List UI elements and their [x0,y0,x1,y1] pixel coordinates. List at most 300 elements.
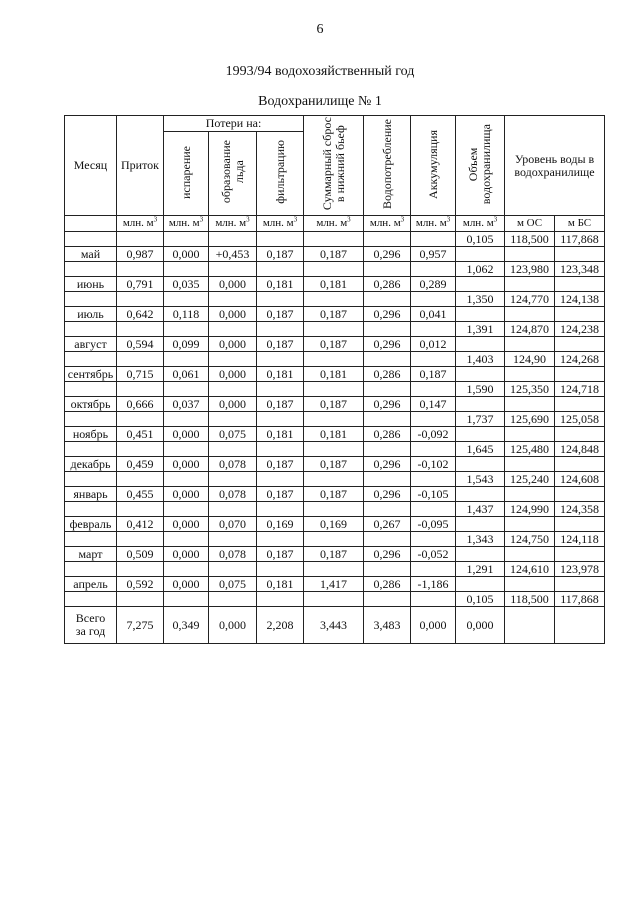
evaporation-cell: 0,061 [164,367,209,382]
empty-cell [411,472,456,487]
empty-cell [364,592,411,607]
level-os-cell: 124,770 [505,292,555,307]
level-bs-cell: 124,118 [555,532,605,547]
header-ice-formation: образование льда [209,132,257,216]
water-use-cell: 0,296 [364,397,411,412]
water-use-cell: 0,296 [364,487,411,502]
accumulation-cell: 0,957 [411,247,456,262]
filtration-cell: 0,187 [257,397,304,412]
empty-cell [555,307,605,322]
empty-cell [304,352,364,367]
empty-cell [555,517,605,532]
empty-cell [505,457,555,472]
unit-blank [65,216,117,232]
discharge-cell: 0,187 [304,307,364,322]
accumulation-cell: 0,147 [411,397,456,412]
evaporation-cell: 0,000 [164,517,209,532]
empty-cell [364,412,411,427]
month-cell: январь [65,487,117,502]
empty-cell [65,352,117,367]
empty-cell [117,322,164,337]
accumulation-cell: -1,186 [411,577,456,592]
month-row [65,577,605,592]
empty-cell [364,562,411,577]
empty-cell [411,232,456,247]
filtration-cell: 0,181 [257,427,304,442]
volume-row [65,232,605,247]
water-use-cell: 0,296 [364,247,411,262]
empty-cell [117,262,164,277]
empty-cell [257,232,304,247]
level-bs-cell: 125,058 [555,412,605,427]
document-subtitle: Водохранилище № 1 [258,94,382,109]
filtration-cell: 0,187 [257,457,304,472]
empty-cell [411,262,456,277]
empty-cell [304,592,364,607]
empty-cell [411,502,456,517]
inflow-cell: 0,987 [117,247,164,262]
filtration-cell: 0,187 [257,337,304,352]
unit-mln-m3: млн. $м^3$ [411,216,456,232]
total-filtration-cell: 2,208 [257,607,304,644]
discharge-cell: 0,187 [304,397,364,412]
empty-cell [304,532,364,547]
unit-mln-m3: млн. $м^3$ [164,216,209,232]
accumulation-cell: -0,092 [411,427,456,442]
month-row [65,427,605,442]
unit-m-bs: м БС [555,216,605,232]
empty-cell [164,322,209,337]
total-ice-cell: 0,000 [209,607,257,644]
page-number: 6 [316,22,324,37]
empty-cell [209,232,257,247]
total-label: Всего за год [65,607,117,644]
level-os-cell: 118,500 [505,232,555,247]
document-title: 1993/94 водохозяйственный год [225,64,415,79]
volume-row [65,412,605,427]
empty-cell [411,292,456,307]
empty-cell [164,502,209,517]
empty-cell [257,322,304,337]
empty-cell [117,532,164,547]
volume-row [65,442,605,457]
accumulation-cell: -0,052 [411,547,456,562]
empty-cell [555,367,605,382]
empty-cell [257,532,304,547]
filtration-cell: 0,169 [257,517,304,532]
month-row [65,397,605,412]
empty-cell [555,427,605,442]
header-accumulation: Аккумуляция [411,116,456,216]
ice-cell: 0,078 [209,457,257,472]
empty-cell [411,382,456,397]
empty-cell [117,472,164,487]
filtration-cell: 0,187 [257,307,304,322]
unit-mln-m3: млн. $м^3$ [456,216,505,232]
ice-cell: +0,453 [209,247,257,262]
header-month: Месяц [65,116,117,216]
level-os-cell: 125,690 [505,412,555,427]
filtration-cell: 0,187 [257,547,304,562]
level-os-cell: 124,870 [505,322,555,337]
empty-cell [117,382,164,397]
accumulation-cell: 0,289 [411,277,456,292]
empty-cell [505,247,555,262]
empty-cell [555,487,605,502]
empty-cell [505,607,555,644]
empty-cell [364,232,411,247]
discharge-cell: 0,169 [304,517,364,532]
empty-cell [65,262,117,277]
level-bs-cell: 124,138 [555,292,605,307]
empty-cell [505,277,555,292]
ice-cell: 0,078 [209,487,257,502]
inflow-cell: 0,455 [117,487,164,502]
evaporation-cell: 0,099 [164,337,209,352]
volume-row [65,502,605,517]
empty-cell [555,337,605,352]
volume-cell: 1,291 [456,562,505,577]
empty-cell [164,532,209,547]
empty-cell [555,547,605,562]
month-row [65,487,605,502]
total-inflow-cell: 7,275 [117,607,164,644]
empty-cell [209,412,257,427]
level-bs-cell: 124,718 [555,382,605,397]
empty-cell [555,247,605,262]
empty-cell [555,277,605,292]
volume-cell: 1,343 [456,532,505,547]
accumulation-cell: -0,105 [411,487,456,502]
empty-cell [505,367,555,382]
empty-cell [364,262,411,277]
volume-cell: 1,645 [456,442,505,457]
month-cell: август [65,337,117,352]
empty-cell [164,412,209,427]
header-water-level: Уровень воды в водохранилище [505,116,605,216]
empty-cell [164,352,209,367]
empty-cell [65,592,117,607]
empty-cell [117,292,164,307]
empty-cell [209,592,257,607]
empty-cell [304,382,364,397]
level-os-cell: 124,90 [505,352,555,367]
unit-m-os: м ОС [505,216,555,232]
empty-cell [304,442,364,457]
inflow-cell: 0,594 [117,337,164,352]
inflow-cell: 0,592 [117,577,164,592]
empty-cell [505,307,555,322]
header-water-use: Водопотребление [364,116,411,216]
inflow-cell: 0,459 [117,457,164,472]
empty-cell [456,367,505,382]
empty-cell [65,532,117,547]
empty-cell [209,502,257,517]
empty-cell [117,352,164,367]
empty-cell [505,397,555,412]
inflow-cell: 0,509 [117,547,164,562]
evaporation-cell: 0,000 [164,577,209,592]
accumulation-cell: -0,095 [411,517,456,532]
volume-row [65,592,605,607]
discharge-cell: 0,181 [304,367,364,382]
level-bs-cell: 123,978 [555,562,605,577]
volume-row [65,472,605,487]
month-cell: июнь [65,277,117,292]
discharge-cell: 0,187 [304,487,364,502]
water-use-cell: 0,296 [364,457,411,472]
level-bs-cell: 124,238 [555,322,605,337]
water-use-cell: 0,296 [364,307,411,322]
ice-cell: 0,000 [209,367,257,382]
water-balance-table [64,115,605,644]
level-bs-cell: 117,868 [555,592,605,607]
header-reservoir-volume: Объем водохранилища [456,116,505,216]
header-inflow: Приток [117,116,164,216]
volume-row [65,562,605,577]
empty-cell [364,532,411,547]
empty-cell [65,472,117,487]
empty-cell [164,262,209,277]
empty-cell [505,547,555,562]
empty-cell [364,502,411,517]
evaporation-cell: 0,037 [164,397,209,412]
discharge-cell: 0,181 [304,277,364,292]
empty-cell [411,562,456,577]
volume-cell: 1,543 [456,472,505,487]
month-row [65,247,605,262]
empty-cell [117,562,164,577]
empty-cell [209,562,257,577]
inflow-cell: 0,412 [117,517,164,532]
accumulation-cell: -0,102 [411,457,456,472]
empty-cell [117,592,164,607]
empty-cell [456,337,505,352]
month-row [65,307,605,322]
empty-cell [364,292,411,307]
empty-cell [364,352,411,367]
discharge-cell: 0,187 [304,247,364,262]
empty-cell [411,532,456,547]
empty-cell [456,547,505,562]
empty-cell [209,532,257,547]
evaporation-cell: 0,118 [164,307,209,322]
ice-cell: 0,000 [209,277,257,292]
ice-cell: 0,000 [209,397,257,412]
empty-cell [456,397,505,412]
empty-cell [555,457,605,472]
evaporation-cell: 0,000 [164,547,209,562]
volume-cell: 0,105 [456,232,505,247]
empty-cell [304,262,364,277]
empty-cell [364,442,411,457]
empty-cell [456,427,505,442]
empty-cell [164,592,209,607]
empty-cell [65,322,117,337]
ice-cell: 0,000 [209,307,257,322]
empty-cell [257,472,304,487]
level-os-cell: 125,240 [505,472,555,487]
level-bs-cell: 117,868 [555,232,605,247]
empty-cell [456,577,505,592]
level-bs-cell: 124,608 [555,472,605,487]
ice-cell: 0,000 [209,337,257,352]
header-filtration: фильтрацию [257,132,304,216]
empty-cell [65,382,117,397]
month-cell: май [65,247,117,262]
filtration-cell: 0,181 [257,577,304,592]
empty-cell [209,382,257,397]
empty-cell [505,427,555,442]
unit-mln-m3: млн. $м^3$ [117,216,164,232]
level-os-cell: 125,350 [505,382,555,397]
volume-cell: 1,590 [456,382,505,397]
volume-cell: 1,391 [456,322,505,337]
empty-cell [411,352,456,367]
empty-cell [65,502,117,517]
month-row [65,457,605,472]
discharge-cell: 1,417 [304,577,364,592]
volume-cell: 1,062 [456,262,505,277]
empty-cell [304,502,364,517]
discharge-cell: 0,181 [304,427,364,442]
header-evaporation: испарение [164,132,209,216]
empty-cell [257,352,304,367]
empty-cell [257,412,304,427]
level-bs-cell: 124,268 [555,352,605,367]
empty-cell [505,487,555,502]
water-use-cell: 0,267 [364,517,411,532]
volume-cell: 1,737 [456,412,505,427]
empty-cell [257,292,304,307]
empty-cell [364,472,411,487]
empty-cell [411,592,456,607]
empty-cell [164,292,209,307]
units-row [65,216,605,232]
empty-cell [364,382,411,397]
water-use-cell: 0,286 [364,277,411,292]
inflow-cell: 0,666 [117,397,164,412]
volume-cell: 1,350 [456,292,505,307]
inflow-cell: 0,791 [117,277,164,292]
empty-cell [257,442,304,457]
volume-row [65,382,605,397]
level-bs-cell: 124,358 [555,502,605,517]
water-use-cell: 0,296 [364,337,411,352]
empty-cell [304,472,364,487]
ice-cell: 0,078 [209,547,257,562]
volume-cell: 1,437 [456,502,505,517]
filtration-cell: 0,181 [257,277,304,292]
empty-cell [164,472,209,487]
month-cell: сентябрь [65,367,117,382]
empty-cell [456,277,505,292]
inflow-cell: 0,451 [117,427,164,442]
level-os-cell: 124,750 [505,532,555,547]
empty-cell [65,412,117,427]
accumulation-cell: 0,041 [411,307,456,322]
volume-cell: 1,403 [456,352,505,367]
month-row [65,277,605,292]
filtration-cell: 0,187 [257,487,304,502]
empty-cell [257,382,304,397]
month-row [65,547,605,562]
empty-cell [304,292,364,307]
discharge-cell: 0,187 [304,547,364,562]
empty-cell [117,232,164,247]
empty-cell [555,397,605,412]
evaporation-cell: 0,000 [164,487,209,502]
inflow-cell: 0,642 [117,307,164,322]
empty-cell [257,262,304,277]
month-cell: март [65,547,117,562]
empty-cell [65,562,117,577]
empty-cell [117,502,164,517]
empty-cell [456,307,505,322]
header-total-discharge: Суммарный сброс в нижний бьеф [304,116,364,216]
total-water-use-cell: 3,483 [364,607,411,644]
evaporation-cell: 0,000 [164,427,209,442]
empty-cell [209,292,257,307]
empty-cell [411,442,456,457]
empty-cell [209,442,257,457]
empty-cell [456,487,505,502]
empty-cell [164,232,209,247]
total-accumulation-cell: 0,000 [411,607,456,644]
empty-cell [456,517,505,532]
empty-cell [411,412,456,427]
month-cell: ноябрь [65,427,117,442]
level-os-cell: 118,500 [505,592,555,607]
empty-cell [257,562,304,577]
accumulation-cell: 0,012 [411,337,456,352]
level-os-cell: 125,480 [505,442,555,457]
unit-mln-m3: млн. $м^3$ [257,216,304,232]
level-os-cell: 123,980 [505,262,555,277]
water-use-cell: 0,286 [364,427,411,442]
evaporation-cell: 0,035 [164,277,209,292]
month-row [65,367,605,382]
empty-cell [456,247,505,262]
empty-cell [505,517,555,532]
ice-cell: 0,070 [209,517,257,532]
month-cell: апрель [65,577,117,592]
empty-cell [164,382,209,397]
empty-cell [555,577,605,592]
empty-cell [304,412,364,427]
empty-cell [65,442,117,457]
empty-cell [505,577,555,592]
ice-cell: 0,075 [209,427,257,442]
volume-row [65,532,605,547]
accumulation-cell: 0,187 [411,367,456,382]
volume-row [65,322,605,337]
level-bs-cell: 123,348 [555,262,605,277]
header-losses: Потери на: [164,116,304,132]
empty-cell [209,472,257,487]
empty-cell [209,352,257,367]
evaporation-cell: 0,000 [164,457,209,472]
total-row [65,607,605,644]
volume-row [65,262,605,277]
empty-cell [209,262,257,277]
level-bs-cell: 124,848 [555,442,605,457]
month-cell: декабрь [65,457,117,472]
water-use-cell: 0,296 [364,547,411,562]
volume-row [65,292,605,307]
empty-cell [164,442,209,457]
month-row [65,337,605,352]
